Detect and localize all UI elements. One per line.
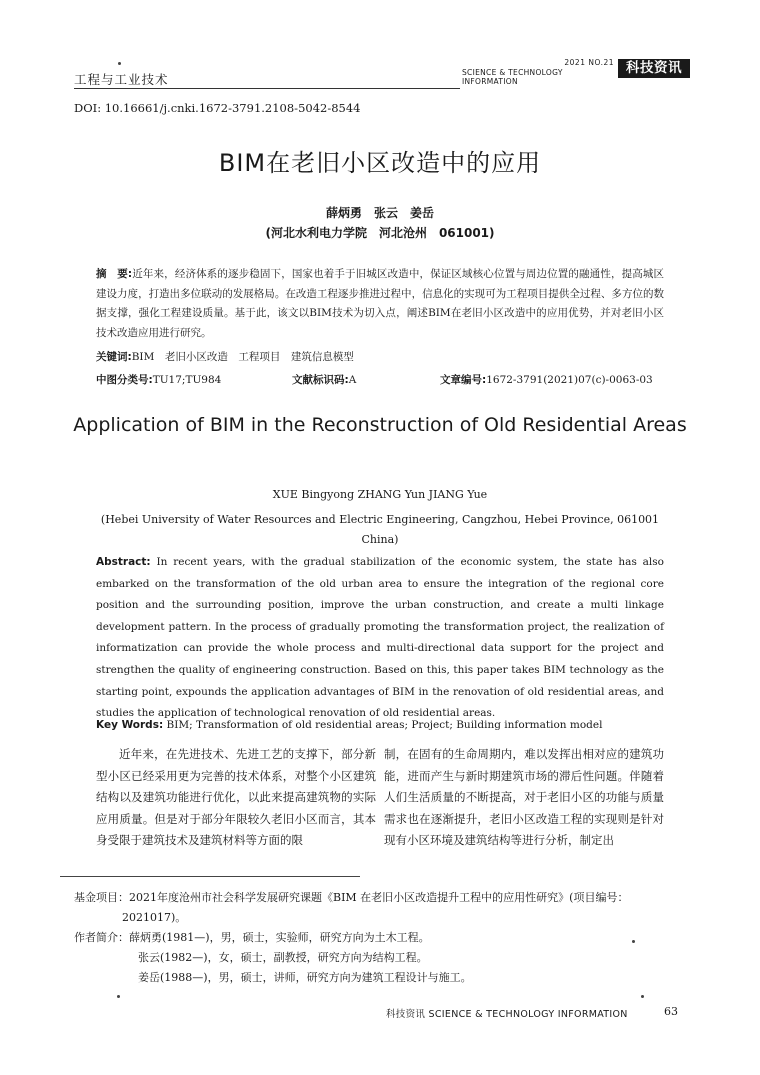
journal-name-en: SCIENCE & TECHNOLOGY INFORMATION — [462, 68, 563, 86]
abstract-en — [96, 552, 664, 725]
article-number — [440, 372, 653, 387]
footnote-author-3: 姜岳(1988—)，男，硕士，讲师，研究方向为建筑工程设计与施工。 — [138, 971, 472, 984]
abstract-zh-label: 摘 要: — [96, 268, 133, 280]
affiliation-en: (Hebei University of Water Resources and Electric Engineering, Cangzhou, Hebei Province, 061001 China) — [100, 513, 660, 546]
clc-value: TU17;TU984 — [152, 374, 222, 386]
keywords-zh — [96, 349, 354, 364]
doi: DOI: 10.16661/j.cnki.1672-3791.2108-5042-8544 — [74, 101, 361, 115]
clc-label: 中图分类号: — [96, 374, 153, 386]
document-code — [292, 372, 356, 387]
document-code-label: 文献标识码: — [292, 374, 349, 386]
keywords-zh-text: BIM 老旧小区改造 工程项目 建筑信息模型 — [131, 351, 354, 363]
affiliation-zh: (河北水利电力学院 河北沧州 061001) — [265, 226, 495, 240]
footer-journal: 科技资讯 SCIENCE & TECHNOLOGY INFORMATION — [386, 1009, 628, 1020]
title-zh: BIM在老旧小区改造中的应用 — [218, 149, 542, 177]
article-number-value: 1672-3791(2021)07(c)-0063-03 — [486, 374, 653, 386]
footnote-fund — [74, 888, 674, 928]
article-number-label: 文章编号: — [440, 374, 487, 386]
decorative-dot — [641, 995, 644, 998]
issue-number: 2021 NO.21 — [564, 58, 614, 67]
authors-en: XUE Bingyong ZHANG Yun JIANG Yue — [272, 488, 488, 501]
header-rule — [74, 88, 460, 89]
abstract-en-text: In recent years, with the gradual stabilization of the economic system, the state has also embarked on the transformation of the old urban area to ensure the integration of the regional core position and the surrounding position, improve the urban construction, and create a multi linkage development pattern. In the process of gradually promoting the transformation project, the realization of informatization can provide the whole process and multi-directional data support for the project and strengthen the quality of engineering construction. Based on this, this paper takes BIM technology as the starting point, expounds the application advantages of BIM in the renovation of old residential areas, and studies the application of technological renovation of old residential areas. — [96, 556, 664, 720]
keywords-en-text: BIM; Transformation of old residential areas; Project; Building information model — [166, 719, 603, 731]
authors-zh: 薛炳勇 张云 姜岳 — [325, 206, 434, 220]
page-number: 63 — [664, 1005, 678, 1018]
clc-number — [96, 372, 221, 387]
body-column-right: 制，在固有的生命周期内，难以发挥出相对应的建筑功能，进而产生与新时期建筑市场的滞后性问题。伴随着人们生活质量的不断提高，对于老旧小区的功能与质量需求也在逐渐提升，老旧小区改造工程的实现则是针对现有小区环境及建筑结构等进行分析，制定出 — [384, 747, 664, 847]
keywords-zh-label: 关键词: — [96, 351, 132, 363]
title-en: Application of BIM in the Reconstruction of Old Residential Areas — [73, 414, 687, 436]
document-code-value: A — [348, 374, 357, 386]
keywords-en-label: Key Words: — [96, 719, 164, 731]
section-label: 工程与工业技术 — [74, 72, 169, 87]
footnote-fund-text: 基金项目：2021年度沧州市社会科学发展研究课题《BIM 在老旧小区改造提升工程中的应用性研究》(项目编号：2021017)。 — [74, 891, 629, 924]
footnote-rule — [60, 876, 360, 877]
journal-logo: 科技资讯 — [618, 59, 690, 78]
footnote-author-1: 作者简介：薛炳勇(1981—)，男，硕士，实验师，研究方向为土木工程。 — [74, 931, 430, 944]
footnote-author-2: 张云(1982—)，女，硕士，副教授，研究方向为结构工程。 — [138, 951, 428, 964]
keywords-en — [96, 719, 602, 731]
abstract-zh — [96, 265, 664, 343]
decorative-dot — [632, 940, 635, 943]
decorative-dot — [117, 995, 120, 998]
decorative-dot — [118, 62, 121, 65]
abstract-en-label: Abstract: — [96, 556, 151, 568]
abstract-zh-text: 近年来，经济体系的逐步稳固下，国家也着手于旧城区改造中，保证区域核心位置与周边位置的融通性，提高城区建设力度，打造出多位联动的发展格局。在改造工程逐步推进过程中，信息化的实现可为工程项目提供全过程、多方位的数据支撑，强化工程建设质量。基于此，该文以BIM技术为切入点，阐述BIM在老旧小区改造中的应用优势，并对老旧小区技术改造应用进行研究。 — [96, 268, 665, 339]
body-column-left: 近年来，在先进技术、先进工艺的支撑下，部分新型小区已经采用更为完善的技术体系，对整个小区建筑结构以及建筑功能进行优化，以此来提高建筑物的实际应用质量。但是对于部分年限较久老旧小区而言，其本身受限于建筑技术及建筑材料等方面的限 — [96, 747, 376, 847]
journal-header — [462, 58, 690, 86]
